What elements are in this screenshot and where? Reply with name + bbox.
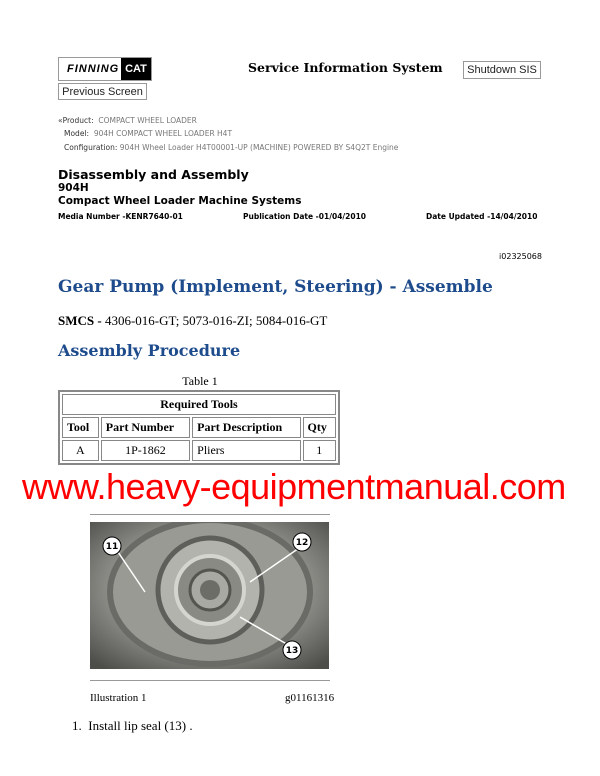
shutdown-sis-button[interactable]: Shutdown SIS: [463, 61, 541, 79]
doc-id: i02325068: [499, 252, 542, 261]
header-tool: Tool: [62, 417, 99, 438]
callout-12-label: 12: [295, 538, 309, 548]
callout-11-label: 11: [105, 542, 119, 552]
illustration-label: Illustration 1: [90, 692, 147, 704]
header-qty: Qty: [303, 417, 337, 438]
configuration-line: Configuration: 904H Wheel Loader H4T00001-UP (MACHINE) POWERED BY S4Q2T Engine: [64, 143, 399, 152]
required-tools-table: [58, 390, 340, 465]
finning-cat-logo: FINNING CAT: [58, 57, 152, 81]
table-caption: Table 1: [182, 374, 218, 388]
pump-photo: [90, 522, 329, 669]
section-title: Assembly Procedure: [58, 341, 241, 360]
back-icon[interactable]: «: [58, 116, 63, 125]
publication-date: Publication Date -01/04/2010: [243, 212, 367, 221]
product-line: «Product: COMPACT WHEEL LOADER: [58, 116, 197, 125]
callout-13-label: 13: [285, 646, 299, 656]
watermark: www.heavy-equipmentmanual.com: [22, 466, 566, 507]
table-row: A 1P-1862 Pliers 1: [62, 440, 336, 461]
doc-type: Disassembly and Assembly: [58, 167, 249, 182]
table-title: Required Tools: [62, 394, 336, 415]
model-line: Model: 904H COMPACT WHEEL LOADER H4T: [64, 129, 233, 138]
header-part-description: Part Description: [192, 417, 300, 438]
page-title: Gear Pump (Implement, Steering) - Assemble: [58, 277, 493, 297]
smcs-line: SMCS - 4306-016-GT; 5073-016-ZI; 5084-016-GT: [58, 313, 328, 328]
header-part-number: Part Number: [101, 417, 190, 438]
media-number: Media Number -KENR7640-01: [58, 212, 183, 221]
doc-model: 904H: [58, 182, 89, 194]
app-title: Service Information System: [248, 60, 443, 75]
date-updated: Date Updated -14/04/2010: [426, 212, 538, 221]
previous-screen-button[interactable]: Previous Screen: [58, 83, 147, 100]
doc-system: Compact Wheel Loader Machine Systems: [58, 195, 302, 207]
step-1: 1. Install lip seal (13) .: [72, 718, 193, 733]
illustration-code: g01161316: [285, 692, 335, 704]
divider: [90, 514, 330, 515]
divider: [90, 680, 330, 681]
